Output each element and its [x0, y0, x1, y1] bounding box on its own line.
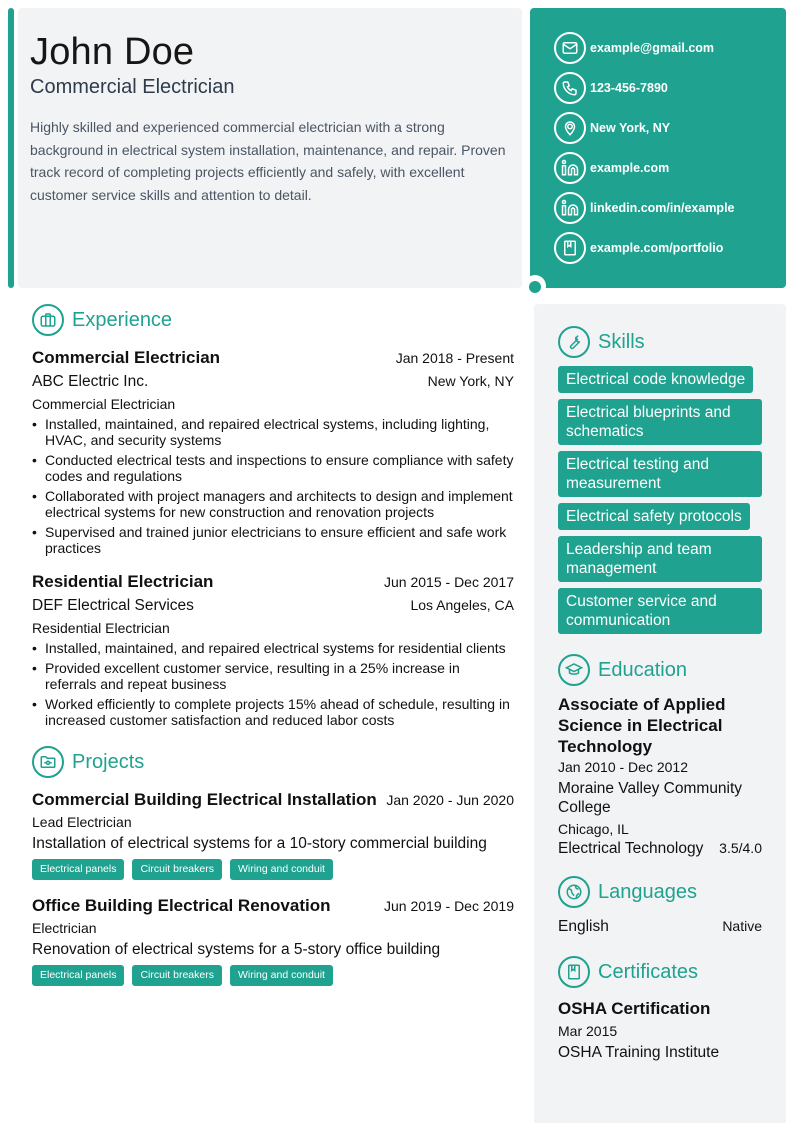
summary: Highly skilled and experienced commercial electrician with a strong background in electrical system installation, maintenance, and repair. Proven track record of completing projects efficiently and safely, with excellent customer service skills and attention to detail. — [30, 119, 506, 203]
job-date: Jan 2018 - Present — [395, 350, 514, 366]
skills-title: Skills — [598, 330, 645, 353]
skill-chip: Leadership and team management — [558, 536, 762, 582]
projects-heading — [32, 746, 514, 778]
job-location: Los Angeles, CA — [410, 597, 514, 613]
language-level: Native — [722, 918, 762, 934]
experience-title: Experience — [72, 308, 173, 331]
candidate-name: John Doe — [30, 31, 195, 73]
globe-icon — [558, 876, 590, 908]
wrench-icon — [558, 326, 590, 358]
job-company: DEF Electrical Services — [32, 597, 194, 614]
project-tag: Circuit breakers — [132, 965, 222, 986]
location-text: New York, NY — [590, 121, 671, 135]
skills-heading — [558, 326, 762, 358]
certificate-issuer: OSHA Training Institute — [558, 1044, 720, 1061]
phone-icon — [554, 72, 586, 104]
certificate-name: OSHA Certification — [558, 999, 711, 1018]
skill-chip: Electrical safety protocols — [558, 503, 750, 530]
project-title: Commercial Building Electrical Installation — [32, 790, 377, 809]
languages-title: Languages — [598, 880, 697, 903]
job-role: Commercial Electrician — [32, 396, 176, 412]
job-bullet: • Collaborated with project managers and architects to design and implement electrical systems for new construction and renovation projects — [32, 488, 514, 520]
project-tag: Electrical panels — [32, 965, 124, 986]
project-entry — [32, 788, 514, 880]
job-location: New York, NY — [427, 373, 514, 389]
education-degree: Associate of Applied Science in Electrical Technology — [558, 695, 726, 756]
job-bullet: • Conducted electrical tests and inspections to ensure compliance with safety codes and regulations — [32, 452, 514, 484]
certificate-date: Mar 2015 — [558, 1023, 618, 1039]
project-date: Jun 2019 - Dec 2019 — [384, 898, 514, 914]
project-date: Jan 2020 - Jun 2020 — [386, 792, 514, 808]
sidebar — [534, 304, 786, 1123]
contact-location — [554, 112, 786, 144]
project-role: Electrician — [32, 920, 97, 936]
education-date: Jan 2010 - Dec 2012 — [558, 759, 688, 775]
project-title: Office Building Electrical Renovation — [32, 896, 331, 915]
job-bullets — [32, 416, 514, 556]
experience-entry — [32, 346, 514, 556]
book-icon — [558, 956, 590, 988]
education-title: Education — [598, 658, 687, 681]
job-bullet: • Provided excellent customer service, resulting in a 25% increase in referrals and repeat business — [32, 660, 514, 692]
job-role: Residential Electrician — [32, 620, 170, 636]
map-pin-icon — [554, 112, 586, 144]
connector-dot — [529, 281, 541, 293]
education-heading — [558, 654, 762, 686]
book-icon — [554, 232, 586, 264]
skill-chip: Customer service and communication — [558, 588, 762, 634]
contact-portfolio[interactable] — [554, 232, 786, 264]
certificates-heading — [558, 956, 762, 988]
project-tags — [32, 859, 514, 880]
job-date: Jun 2015 - Dec 2017 — [384, 574, 514, 590]
project-entry — [32, 894, 514, 986]
project-tags — [32, 965, 514, 986]
projects-title: Projects — [72, 750, 145, 773]
education-school: Moraine Valley Community College — [558, 780, 743, 816]
job-bullet: • Installed, maintained, and repaired electrical systems, including lighting, HVAC, and security systems — [32, 416, 514, 448]
phone-text: 123-456-7890 — [590, 81, 668, 95]
header-panel — [18, 8, 522, 288]
contact-panel — [530, 8, 786, 288]
project-description: Renovation of electrical systems for a 5-story office building — [32, 941, 441, 958]
linkedin-text: linkedin.com/in/example — [590, 201, 735, 215]
skill-chip: Electrical testing and measurement — [558, 451, 762, 497]
linkedin-icon — [554, 192, 586, 224]
job-bullet: • Worked efficiently to complete projects 15% ahead of schedule, resulting in increased customer satisfaction and reduced labor costs — [32, 696, 514, 728]
email-text: example@gmail.com — [590, 41, 715, 55]
job-company: ABC Electric Inc. — [32, 373, 149, 390]
education-field: Electrical Technology — [558, 840, 704, 857]
job-bullet: • Installed, maintained, and repaired electrical systems for residential clients — [32, 640, 514, 656]
website-text: example.com — [590, 161, 670, 175]
contact-linkedin[interactable] — [554, 192, 786, 224]
contact-email[interactable] — [554, 32, 786, 64]
linkedin-icon — [554, 152, 586, 184]
project-tag: Circuit breakers — [132, 859, 222, 880]
folder-icon — [32, 746, 64, 778]
education-city: Chicago, IL — [558, 821, 629, 837]
briefcase-icon — [32, 304, 64, 336]
job-bullet: • Supervised and trained junior electricians to ensure efficient and safe work practices — [32, 524, 514, 556]
job-title: Residential Electrician — [32, 572, 214, 591]
education-gpa: 3.5/4.0 — [719, 840, 762, 856]
project-description: Installation of electrical systems for a 10-story commercial building — [32, 835, 487, 852]
language-name: English — [558, 918, 609, 935]
education-field-row — [558, 840, 762, 858]
contact-phone[interactable] — [554, 72, 786, 104]
project-role: Lead Electrician — [32, 814, 132, 830]
contact-website[interactable] — [554, 152, 786, 184]
skill-chip: Electrical code knowledge — [558, 366, 753, 393]
job-title: Commercial Electrician — [32, 348, 221, 367]
mail-icon — [554, 32, 586, 64]
languages-heading — [558, 876, 762, 908]
candidate-title: Commercial Electrician — [30, 76, 235, 98]
portfolio-text: example.com/portfolio — [590, 241, 724, 255]
skills-list — [558, 366, 762, 640]
main-column — [32, 304, 514, 986]
certificates-title: Certificates — [598, 960, 699, 983]
header-accent-bar — [8, 8, 14, 288]
language-row — [558, 918, 762, 936]
experience-heading — [32, 304, 514, 336]
skill-chip: Electrical blueprints and schematics — [558, 399, 762, 445]
job-bullets — [32, 640, 514, 728]
project-tag: Wiring and conduit — [230, 965, 333, 986]
project-tag: Wiring and conduit — [230, 859, 333, 880]
project-tag: Electrical panels — [32, 859, 124, 880]
graduation-cap-icon — [558, 654, 590, 686]
experience-entry — [32, 570, 514, 728]
